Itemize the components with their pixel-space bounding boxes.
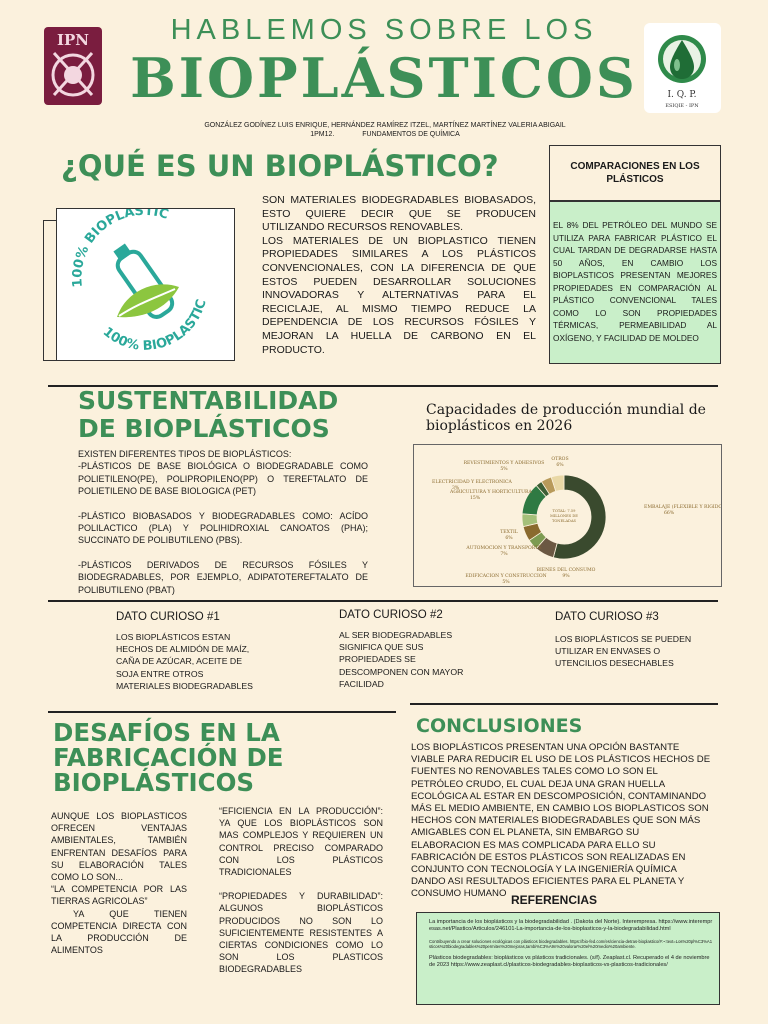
dato-1 bbox=[116, 611, 256, 692]
group-code: 1PM12. bbox=[310, 131, 335, 138]
course-line bbox=[180, 130, 590, 139]
comparaciones-heading: COMPARACIONES EN LOS PLÁSTICOS bbox=[570, 161, 700, 185]
referencias-heading: REFERENCIAS bbox=[511, 893, 598, 907]
pie-value-8: 5% bbox=[500, 467, 508, 472]
pie-center-label-3: TONELADAS bbox=[551, 519, 577, 523]
pie-label-2: BIENES DEL CONSUMO bbox=[536, 568, 596, 573]
bioplastic-badge-icon bbox=[57, 209, 234, 360]
pie-value-9: 6% bbox=[556, 463, 564, 468]
desafios-left bbox=[51, 810, 187, 956]
desafios-left-3: YA QUE TIENEN COMPETENCIA DIRECTA CON LA PRODUCCIÓN DE ALIMENTOS bbox=[51, 908, 187, 956]
pie-label-6: AGRICULTURA Y HORTICULTURA bbox=[450, 490, 532, 495]
pie-value-1: 66% bbox=[664, 511, 675, 516]
iqp-logo bbox=[644, 23, 721, 113]
dato-2-title: DATO CURIOSO #2 bbox=[339, 609, 443, 621]
que-es-text bbox=[262, 194, 536, 357]
que-es-p1: SON MATERIALES BIODEGRADABLES BIOBASADOS, ESTO QUIERE DECIR QUE SE PRODUCEN UTILIZANDO RECURSOS RENOVABLES. bbox=[262, 194, 536, 234]
sust-p4: -PLÁSTICOS DERIVADOS DE RECURSOS FÓSILES Y BIODEGRADABLES, POR EJEMPLO, ADIPATOTEREFTALATO DE POLIBUTILENO (PBAT) bbox=[78, 559, 368, 595]
desafios-right bbox=[219, 805, 383, 976]
pie-label-7: ELECTRICIDAD Y ELECTRONICA bbox=[432, 480, 512, 485]
divider-4 bbox=[410, 703, 718, 705]
desafios-right-1: “EFICIENCIA EN LA PRODUCCIÓN”: YA QUE LOS BIOPLÁSTICOS SON MAS COMPLEJOS Y REQUIEREN UN CONTROL PRECISO COMPARADO CON LOS PLÁSTICOS TRADICIONALES bbox=[219, 806, 383, 878]
que-es-heading: ¿QUÉ ES UN BIOPLÁSTICO? bbox=[61, 149, 499, 183]
pie-center-label-1: TOTAL: 7.59 bbox=[552, 509, 576, 513]
referencia-1: La importancia de los bioplásticos y la biodegradabilidad . (Dakota del Norte). Interempresa. https://www.interempresas.net/Plastico/Articulos/246101-La-importancia-de-los-bioplasticos-y-la-biodegradabilidad.html bbox=[429, 919, 713, 932]
chart-frame bbox=[413, 444, 722, 587]
sust-p3: -PLÁSTICO BIOBASADOS Y BIODEGRADABLES COMO: ACÍDO POLILACTICO (PLA) Y POLIHIDROXIAL CANOATOS (PHA); SUCCINATO DE POLIBUTILENO (PBS). bbox=[78, 510, 368, 546]
badge-bottom-text: 100% BIOPLASTIC bbox=[99, 297, 210, 354]
desafios-heading-1: DESAFÍOS EN LA bbox=[53, 718, 280, 747]
comparaciones-header-box bbox=[549, 145, 721, 201]
divider-2 bbox=[48, 600, 718, 602]
chart-title: Capacidades de producción mundial de bioplásticos en 2026 bbox=[426, 402, 706, 434]
sustentabilidad-heading-2: DE BIOPLÁSTICOS bbox=[78, 414, 330, 443]
pie-chart bbox=[414, 445, 721, 586]
pie-value-7: 3% bbox=[452, 486, 460, 491]
drop-icon bbox=[644, 23, 721, 113]
pie-label-4: AUTOMOCION Y TRANSPORTE bbox=[466, 546, 542, 551]
pie-value-4: 7% bbox=[500, 552, 508, 557]
dato-3-title: DATO CURIOSO #3 bbox=[555, 611, 659, 623]
dato-3 bbox=[555, 611, 695, 670]
divider-3 bbox=[48, 711, 396, 713]
conclusiones-text: LOS BIOPLÁSTICOS PRESENTAN UNA OPCIÓN BASTANTE VIABLE PARA REDUCIR EL USO DE LOS PLÁSTICOS HECHOS DE FUENTES NO RENOVABLES TALES COMO LO SON EL PETRÓLEO CRUDO, EL CUAL DEJA UNA GRAN HUELLA ECOLÓGICA AL ESTAR EN DESCOMPOSICIÓN, CONTAMINANDO MÁS EL MEDIO AMBIENTE, EN CAMBIO LOS BIOPLASTICOS SON HECHOS CON MATERIALES BIODEGRADABLES QUE SON MÁS AMIGABLES CON EL PLANETA, SIN EMBARGO SU ELABORACION ES MAS COMPLICADA PARA ELLO SU FABRICACIÓN DE ESTOS PLÁSTICOS SON REALIZADAS EN CONJUNTO CON TECNOLOGÍA Y LA INGENIERÍA QUÍMICA DANDO ASI RESULTADOS EFICIENTES PARA EL PLANETA Y CONSUMO HUMANO bbox=[411, 742, 711, 900]
que-es-p2: LOS MATERIALES DE UN BIOPLASTICO TIENEN PROPIEDADES SIMILARES A LOS PLÁSTICOS CONVENCIONALES, CON LA DIFERENCIA DE QUE ESTOS PUEDEN DESARROLLAR SOLUCIONES INNOVADORAS Y ALTERNATIVAS PARA EL RECICLAJE, AL MISMO TIEMPO REDUCE LA DEPENDENCIA DE LOS RECURSOS FÓSILES Y MEJORAN LA HUELLA DE CARBONO EN EL PRODUCTO. bbox=[262, 234, 536, 356]
pie-label-5: TEXTIL bbox=[500, 530, 518, 535]
referencia-2: Contribuyendo a crear soluciones ecológicas con plásticos biodegradables. https://bio-fed.com/es/ciencia-detras-bioplastico/#:~:text=Los%20pl%C3%A1sticos%20biodegradables%20permiten%20mejoras,tambi%C3%A9n%20valorar%20el%20medio%20ambiente. bbox=[429, 939, 713, 949]
comparaciones-text: EL 8% DEL PETRÓLEO DEL MUNDO SE UTILIZA PARA FABRICAR PLÁSTICO EL CUAL TARDAN DE DEGRADARSE HASTA 50 AÑOS, EN CAMBIO LOS BIOPLASTICOS PRESENTAN MEJORES PROPIEDADES EN COMPARACIÓN AL PLÁSTICO CONVENCIONAL TALES COMO LO SON PROPIEDADES TÉRMICAS, PERMEABILIDAD AL OXÍGENO, Y FACILIDAD DE MOLDEO bbox=[553, 220, 717, 343]
iqp-logo-text: I. Q. P. bbox=[667, 90, 697, 100]
comparaciones-body-box bbox=[549, 201, 721, 364]
ipn-logo-text: IPN bbox=[56, 31, 90, 49]
bioplastic-image-frame-inner bbox=[56, 208, 235, 361]
sust-p2: -PLÁSTICOS DE BASE BIOLÓGICA O BIODEGRADABLE COMO POLIETILENO(PE), POLIPROPILENO(PP) O TEREFTALATO DE POLIETILENO DE BASE BIOLOGICA (PET) bbox=[78, 461, 368, 497]
dato-1-body: LOS BIOPLÁSTICOS ESTAN HECHOS DE ALMIDÓN DE MAÍZ, CAÑA DE AZÚCAR, ACEITE DE SOJA ENTRE OTROS MATERIALES BIODEGRADABLES bbox=[116, 632, 253, 691]
authors-names: GONZÁLEZ GODÍNEZ LUIS ENRIQUE, HERNÁNDEZ RAMÍREZ ITZEL, MARTÍNEZ MARTÍNEZ VALERIA ABIGAIL bbox=[204, 122, 566, 129]
pie-label-8: REVESTIMIENTOS Y ADHESIVOS bbox=[463, 461, 545, 466]
authors-block bbox=[180, 121, 590, 139]
pie-label-9: OTROS bbox=[551, 457, 569, 462]
desafios-left-2: “LA COMPETENCIA POR LAS TIERRAS AGRICOLAS” bbox=[51, 884, 187, 907]
pie-value-5: 6% bbox=[505, 536, 513, 541]
title-line-2: BIOPLÁSTICOS bbox=[130, 46, 638, 110]
course-name: FUNDAMENTOS DE QUÍMICA bbox=[362, 131, 460, 138]
sust-p1: EXISTEN DIFERENTES TIPOS DE BIOPLÁSTICOS: bbox=[78, 449, 292, 459]
dato-3-body: LOS BIOPLÁSTICOS SE PUEDEN UTILIZAR EN ENVASES O UTENCILIOS DESECHABLES bbox=[555, 634, 692, 669]
dato-2 bbox=[339, 609, 469, 690]
dato-2-body: AL SER BIODEGRADABLES SIGNIFICA QUE SUS PROPIEDADES SE DESCOMPONEN CON MAYOR FACILIDAD bbox=[339, 630, 464, 689]
pie-label-3: EDIFICACION Y CONSTRUCCION bbox=[465, 574, 547, 579]
title-line-1: HABLEMOS SOBRE LOS bbox=[170, 14, 598, 46]
referencias-box bbox=[416, 912, 720, 1005]
sustentabilidad-heading-1: SUSTENTABILIDAD bbox=[78, 386, 339, 415]
desafios-left-1: AUNQUE LOS BIOPLASTICOS OFRECEN VENTAJAS AMBIENTALES, TAMBIÉN ENFRENTAN DESAFÍOS PARA SU ELABORACIÓN TALES COMO LO SON... bbox=[51, 811, 187, 883]
pie-value-6: 15% bbox=[470, 496, 481, 501]
desafios-right-2: “PROPIEDADES Y DURABILIDAD”: ALGUNOS BIOPLÁSTICOS PRODUCIDOS NO SON LO SUFICIENTEMENTE RESISTENTES A CIERTAS CONDICIONES COMO LO SON LOS PLASTICOS BIODEGRADABLES bbox=[219, 891, 383, 975]
pie-center-label-2: MILLONES DE bbox=[550, 514, 578, 518]
desafios-heading-3: BIOPLÁSTICOS bbox=[53, 768, 255, 797]
pie-value-2: 9% bbox=[562, 574, 570, 579]
referencia-3: Plásticos biodegradables: bioplásticos vs plásticos tradicionales. (s/f). Zeaplast.cl. Recuperado el 4 de noviembre de 2023 https://www.zeaplast.cl/plasticos-biodegradables-bioplasticos-vs-plasticos-tradicionales/ bbox=[429, 955, 710, 968]
desafios-heading-2: FABRICACIÓN DE bbox=[53, 743, 284, 772]
pie-value-3: 5% bbox=[502, 580, 510, 585]
iqp-logo-sub: ESIQIE - IPN bbox=[665, 103, 699, 109]
dato-1-title: DATO CURIOSO #1 bbox=[116, 611, 220, 623]
conclusiones-heading: CONCLUSIONES bbox=[416, 715, 583, 737]
sustentabilidad-heading bbox=[78, 387, 338, 443]
pie-label-1: EMBALAJE (FLEXIBLE Y RIGIDO) bbox=[644, 505, 721, 510]
badge-top-text: 100% BIOPLASTIC bbox=[70, 209, 171, 288]
sustentabilidad-text bbox=[78, 448, 368, 596]
desafios-heading bbox=[53, 720, 284, 795]
